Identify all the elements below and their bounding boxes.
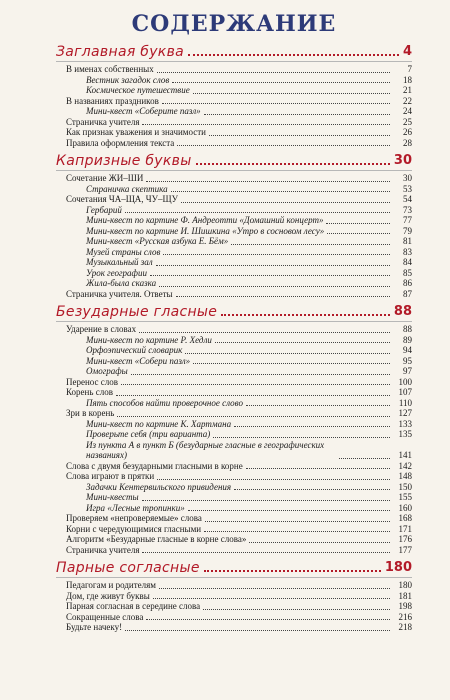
entry-title: Страничка учителя	[66, 116, 140, 127]
entry-page-number: 160	[398, 502, 412, 513]
toc-entry[interactable]	[56, 194, 412, 205]
entry-page-number: 87	[403, 288, 412, 299]
toc-entry[interactable]	[56, 471, 412, 482]
leader-dots	[142, 551, 390, 553]
leader-dots	[249, 541, 390, 543]
entry-page-number: 83	[403, 246, 412, 257]
leader-dots	[176, 295, 390, 297]
entry-page-number: 79	[403, 225, 412, 236]
entry-page-number: 95	[403, 355, 412, 366]
entry-title: Музыкальный зал	[86, 257, 153, 267]
entry-page-number: 28	[403, 137, 412, 148]
toc-entry[interactable]	[56, 184, 412, 195]
leader-dots	[162, 102, 390, 104]
leader-dots	[163, 253, 390, 255]
entry-page-number: 89	[403, 334, 412, 345]
leader-dots	[159, 285, 390, 287]
toc-entry[interactable]	[56, 513, 412, 524]
toc-entry[interactable]	[56, 247, 412, 258]
entry-title: Как признак уважения и значимости	[66, 127, 206, 137]
entry-title: Будьте начеку!	[66, 622, 123, 632]
section-heading[interactable]	[56, 558, 412, 578]
entry-title: Мини-квест по картине И. Шишкина «Утро в сосновом лесу»	[86, 225, 325, 236]
leader-dots	[153, 597, 390, 599]
leader-dots	[231, 243, 390, 245]
toc-entry[interactable]	[56, 580, 412, 591]
entry-title: Жила-была сказка	[86, 278, 157, 288]
entry-page-number: 24	[403, 106, 412, 116]
entry-page-number: 168	[398, 513, 412, 523]
entry-title: Урок географии	[86, 267, 147, 278]
leader-dots	[188, 53, 399, 56]
entry-page-number: 53	[403, 183, 412, 194]
leader-dots	[150, 274, 390, 276]
toc-entry[interactable]	[56, 85, 412, 96]
leader-dots	[171, 190, 390, 192]
leader-dots	[196, 162, 390, 165]
toc-list	[56, 42, 412, 633]
entry-page-number: 18	[403, 74, 412, 85]
leader-dots	[327, 232, 390, 234]
entry-title: Проверьте себя (три варианта)	[86, 429, 211, 439]
leader-dots	[246, 467, 390, 469]
toc-entry[interactable]	[56, 503, 412, 514]
section-page-number: 180	[384, 560, 412, 575]
entry-title: Ударение в словах	[66, 324, 137, 334]
leader-dots	[121, 383, 390, 385]
leader-dots	[213, 436, 390, 438]
entry-title: Слова играют в прятки	[66, 471, 155, 481]
entry-title: Страничка учителя	[66, 544, 140, 555]
entry-page-number: 84	[403, 257, 412, 267]
entry-page-number: 30	[403, 173, 412, 183]
leader-dots	[215, 341, 390, 343]
entry-title: Мини-квесты	[86, 492, 139, 502]
toc-entry[interactable]	[56, 534, 412, 545]
entry-page-number: 171	[398, 523, 412, 534]
leader-dots	[193, 362, 390, 364]
leader-dots	[125, 211, 390, 213]
toc-entry[interactable]	[56, 117, 412, 128]
entry-title: Мини-квест «Собери пазл»	[86, 355, 191, 366]
leader-dots	[205, 520, 390, 522]
entry-page-number: 198	[398, 601, 412, 611]
entry-title: Омографы	[86, 366, 128, 376]
leader-dots	[125, 629, 390, 631]
entry-title: Страничка учителя. Ответы	[66, 288, 173, 299]
toc-entry[interactable]	[56, 75, 412, 86]
section-heading[interactable]	[56, 302, 412, 322]
entry-page-number: 100	[398, 376, 412, 387]
entry-title: Сочетания ЧА–ЩА, ЧУ–ЩУ	[66, 194, 178, 204]
entry-page-number: 73	[403, 204, 412, 215]
entry-page-number: 54	[403, 194, 412, 204]
entry-page-number: 110	[398, 397, 412, 408]
toc-entry[interactable]	[56, 257, 412, 268]
leader-dots	[188, 509, 390, 511]
toc-entry[interactable]	[56, 173, 412, 184]
toc-section	[56, 42, 412, 148]
toc-entry[interactable]	[56, 127, 412, 138]
toc-entry[interactable]	[56, 335, 412, 346]
entry-page-number: 177	[398, 544, 412, 555]
leader-dots	[146, 618, 390, 620]
entry-page-number: 155	[398, 492, 412, 502]
entry-title: Слова с двумя безударными гласными в корне	[66, 460, 243, 471]
entry-title: Сокращенные слова	[66, 611, 144, 622]
toc-entry[interactable]	[56, 356, 412, 367]
entry-page-number: 7	[407, 64, 412, 74]
toc-entry[interactable]	[56, 524, 412, 535]
leader-dots	[204, 113, 390, 115]
entry-title: В названиях праздников	[66, 95, 159, 106]
toc-entry[interactable]	[56, 205, 412, 216]
toc-section	[56, 151, 412, 299]
entry-title: Корни с чередующимися гласными	[66, 523, 202, 534]
entry-title: Мини-квест по картине Ф. Андреотти «Домашний концерт»	[86, 215, 324, 225]
section-heading[interactable]	[56, 151, 412, 171]
entry-page-number: 22	[403, 95, 412, 106]
toc-entry[interactable]	[56, 96, 412, 107]
entry-page-number: 180	[398, 580, 412, 590]
entry-title: Сочетание ЖИ–ШИ	[66, 173, 144, 183]
toc-title: СОДЕРЖАНИЕ	[131, 11, 337, 37]
leader-dots	[157, 71, 390, 73]
section-page-number: 4	[402, 44, 412, 59]
leader-dots	[116, 394, 390, 396]
toc-section	[56, 558, 412, 633]
entry-page-number: 94	[403, 345, 412, 355]
toc-entry[interactable]	[56, 591, 412, 602]
entry-page-number: 181	[398, 590, 412, 601]
entry-page-number: 85	[403, 267, 412, 278]
section-page-number: 88	[393, 304, 412, 319]
leader-dots	[159, 587, 390, 589]
entry-title: В именах собственных	[66, 64, 154, 74]
entry-title: Страничка скептика	[86, 183, 168, 194]
entry-page-number: 148	[398, 471, 412, 481]
toc-entry[interactable]	[56, 398, 412, 409]
leader-dots	[234, 425, 390, 427]
toc-entry[interactable]	[56, 377, 412, 388]
toc-entry[interactable]	[56, 545, 412, 556]
toc-entry[interactable]	[56, 236, 412, 247]
toc-entry[interactable]	[56, 278, 412, 289]
entry-title: Пять способов найти проверочное слово	[86, 397, 243, 408]
entry-page-number: 88	[403, 324, 412, 334]
toc-entry[interactable]	[56, 289, 412, 300]
entry-page-number: 176	[398, 534, 412, 544]
leader-dots	[139, 331, 390, 333]
leader-dots	[172, 81, 390, 83]
entry-title: Мини-квест «Соберите пазл»	[86, 106, 201, 116]
entry-page-number: 77	[403, 215, 412, 225]
entry-title: Мини-квест «Русская азбука Е. Бём»	[86, 236, 229, 246]
toc-entry[interactable]	[56, 64, 412, 75]
leader-dots	[146, 180, 390, 182]
entry-title: Парная согласная в середине слова	[66, 601, 201, 611]
entry-title: Мини-квест по картине К. Хартмана	[86, 418, 232, 429]
entry-page-number: 21	[403, 85, 412, 95]
leader-dots	[142, 499, 390, 501]
toc-entry[interactable]	[56, 268, 412, 279]
leader-dots	[203, 608, 390, 610]
leader-dots	[326, 222, 390, 224]
leader-dots	[193, 92, 390, 94]
entry-title: Правила оформления текста	[66, 137, 175, 148]
entry-page-number: 26	[403, 127, 412, 137]
entry-title: Орфоэпический словарик	[86, 345, 183, 355]
toc-entry[interactable]	[56, 482, 412, 493]
leader-dots	[234, 488, 390, 490]
entry-page-number: 218	[398, 622, 412, 632]
entry-title: Игра «Лесные тропинки»	[86, 502, 185, 513]
toc-entry[interactable]	[56, 440, 412, 461]
entry-title: Алгоритм «Безударные гласные в корне слова»	[66, 534, 247, 544]
entry-page-number: 97	[403, 366, 412, 376]
entry-page-number: 133	[398, 418, 412, 429]
toc-entry[interactable]	[56, 138, 412, 149]
toc-entry[interactable]	[56, 419, 412, 430]
toc-entry[interactable]	[56, 366, 412, 377]
entry-page-number: 81	[403, 236, 412, 246]
leader-dots	[339, 457, 390, 459]
toc-entry[interactable]	[56, 324, 412, 335]
entry-title: Космическое путешествие	[86, 85, 190, 95]
entry-title: Зри в корень	[66, 408, 115, 418]
leader-dots	[221, 313, 390, 316]
entry-title: Гербарий	[86, 204, 122, 215]
toc-entry[interactable]	[56, 106, 412, 117]
entry-page-number: 150	[398, 481, 412, 492]
entry-title: Проверяем «непроверяемые» слова	[66, 513, 202, 523]
entry-title: Музей страны слов	[86, 246, 161, 257]
leader-dots	[209, 134, 390, 136]
section-title: Капризные буквы	[56, 153, 192, 169]
entry-title: Дом, где живут буквы	[66, 590, 150, 601]
entry-title: Педагогам и родителям	[66, 580, 157, 590]
section-title: Парные согласные	[56, 560, 200, 576]
toc-entry[interactable]	[56, 622, 412, 633]
toc-entry[interactable]	[56, 492, 412, 503]
leader-dots	[156, 264, 390, 266]
leader-dots	[157, 478, 390, 480]
leader-dots	[204, 530, 390, 532]
leader-dots	[204, 569, 381, 572]
leader-dots	[181, 201, 390, 203]
section-title: Заглавная буква	[56, 44, 184, 60]
entry-title: Мини-квест по картине Р. Хедли	[86, 334, 212, 345]
toc-entry[interactable]	[56, 345, 412, 356]
entry-page-number: 141	[398, 450, 412, 460]
leader-dots	[185, 352, 390, 354]
entry-title: Вестник загадок слов	[86, 74, 170, 85]
toc-entry[interactable]	[56, 612, 412, 623]
entry-title: Корень слов	[66, 387, 113, 397]
entry-title: Перенос слов	[66, 376, 119, 387]
toc-entry[interactable]	[56, 408, 412, 419]
entry-page-number: 142	[398, 460, 412, 471]
entry-page-number: 107	[398, 387, 412, 397]
leader-dots	[246, 404, 390, 406]
leader-dots	[131, 373, 390, 375]
toc-entry[interactable]	[56, 601, 412, 612]
section-title: Безударные гласные	[56, 304, 218, 320]
section-heading[interactable]	[56, 42, 412, 62]
toc-entry[interactable]	[56, 226, 412, 237]
section-page-number: 30	[393, 153, 412, 168]
entry-title: Из пункта А в пункт Б (безударные гласные в географических названиях)	[86, 439, 325, 460]
toc-entry[interactable]	[56, 429, 412, 440]
leader-dots	[117, 415, 390, 417]
toc-entry[interactable]	[56, 461, 412, 472]
toc-section	[56, 302, 412, 555]
entry-page-number: 25	[403, 116, 412, 127]
leader-dots	[177, 144, 390, 146]
toc-entry[interactable]	[56, 215, 412, 226]
entry-page-number: 135	[398, 429, 412, 439]
entry-title: Задачки Кентервильского привидения	[86, 481, 232, 492]
entry-page-number: 216	[398, 611, 412, 622]
entry-page-number: 127	[398, 408, 412, 418]
toc-entry[interactable]	[56, 387, 412, 398]
leader-dots	[142, 123, 390, 125]
entry-page-number: 86	[403, 278, 412, 288]
